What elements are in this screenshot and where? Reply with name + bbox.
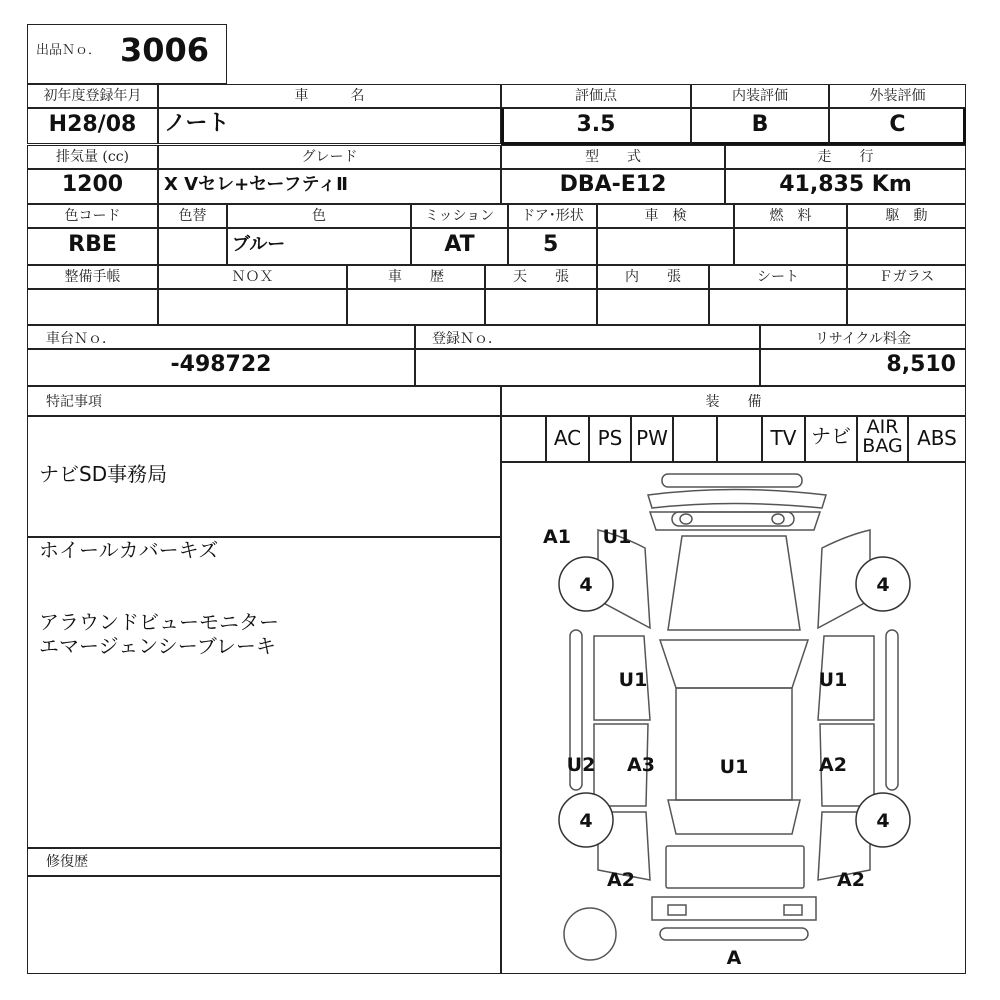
inspection-cell xyxy=(597,228,734,265)
color-code-label: 色コード xyxy=(64,208,121,224)
equip-navi: ナビ xyxy=(811,424,851,448)
mileage-value: 41,835 Km xyxy=(779,172,912,197)
seat-label: シート xyxy=(757,269,799,285)
chassis-value: -498722 xyxy=(170,352,272,377)
exterior-label: 外装評価 xyxy=(869,88,926,104)
repaint-label: 色替 xyxy=(178,208,207,224)
recycle-value: 8,510 xyxy=(886,352,956,377)
inspection-label: 車 検 xyxy=(644,208,687,224)
recycle-label: リサイクル料金 xyxy=(814,331,912,347)
score-label: 評価点 xyxy=(575,88,617,104)
doors-label: ドア･形状 xyxy=(521,208,584,224)
mark-left-rear-door: A3 xyxy=(627,754,655,776)
score-value: 3.5 xyxy=(576,112,616,137)
tire-fr-value: 4 xyxy=(876,574,890,596)
equip-tv: TV xyxy=(770,426,797,450)
tire-fl-value: 4 xyxy=(579,574,593,596)
color-label: 色 xyxy=(312,208,326,224)
tire-rl-value: 4 xyxy=(579,810,593,832)
notes-label: 特記事項 xyxy=(46,394,102,410)
headliner-label: 天 張 xyxy=(513,269,569,285)
equip-ps: PS xyxy=(597,426,623,450)
grade-value: X Vセレ+セーフティⅡ xyxy=(164,174,348,195)
drive-label: 駆 動 xyxy=(885,208,928,224)
interior-trim-cell xyxy=(597,289,709,325)
color-value: ブルー xyxy=(232,234,286,255)
mileage-label: 走 行 xyxy=(817,149,874,165)
displacement-label: 排気量 (cc) xyxy=(55,149,130,165)
lot-label: 出品Ｎｏ． xyxy=(36,43,102,58)
fuel-label: 燃 料 xyxy=(769,208,812,224)
history-label: 車 歴 xyxy=(388,269,444,285)
doors-value: 5 xyxy=(543,232,559,257)
mark-left-front-door: U1 xyxy=(618,669,648,691)
notes-line-1: ナビSD事務局 xyxy=(39,462,168,486)
car-name-label: 車 名 xyxy=(294,88,365,104)
headliner-cell xyxy=(485,289,597,325)
lot-number: 3006 xyxy=(120,31,210,69)
interior-value: B xyxy=(751,112,769,137)
first-reg-label: 初年度登録年月 xyxy=(43,88,142,104)
registration-label: 登録Ｎｏ． xyxy=(432,331,502,347)
color-code-value: RBE xyxy=(68,232,117,257)
interior-trim-label: 内 張 xyxy=(625,269,681,285)
registration-cell xyxy=(415,349,760,386)
equip-airbag: AIR BAG xyxy=(862,416,903,457)
history-cell xyxy=(347,289,485,325)
nox-cell xyxy=(158,289,347,325)
notes-block-2: ホイールカバーキズ アラウンドビューモニター エマージェンシーブレーキ xyxy=(39,538,279,658)
equip-abs: ABS xyxy=(917,426,957,450)
interior-label: 内装評価 xyxy=(732,88,788,104)
chassis-label: 車台Ｎｏ． xyxy=(46,331,116,347)
first-reg-value: H28/08 xyxy=(48,112,137,137)
car-diagram xyxy=(501,462,966,974)
model-label: 型 式 xyxy=(585,149,641,165)
model-value: DBA-E12 xyxy=(559,172,667,197)
equip-pw: PW xyxy=(636,426,668,450)
maintenance-cell xyxy=(27,289,158,325)
mark-right-front-door: U1 xyxy=(818,669,848,691)
equip-ac: AC xyxy=(553,426,582,450)
car-name-value: ノート xyxy=(164,111,230,136)
mark-roof: U1 xyxy=(719,756,749,778)
repair-label: 修復歴 xyxy=(46,854,88,870)
equip-cell-0 xyxy=(501,416,546,462)
mark-rear-left: A2 xyxy=(607,869,635,891)
tire-rr-value: 4 xyxy=(876,810,890,832)
repair-label-cell xyxy=(27,848,501,876)
mark-right-rear-door: A2 xyxy=(819,754,847,776)
exterior-value: C xyxy=(889,112,906,137)
mark-front-center: U1 xyxy=(602,526,632,548)
glass-cell xyxy=(847,289,966,325)
repair-cell xyxy=(27,876,501,974)
transmission-label: ミッション xyxy=(424,208,495,224)
seat-cell xyxy=(709,289,847,325)
transmission-value: AT xyxy=(444,232,475,257)
fuel-cell xyxy=(734,228,847,265)
nox-label: ＮＯＸ xyxy=(231,269,274,285)
equip-cell-4 xyxy=(673,416,717,462)
grade-label: グレード xyxy=(301,149,358,165)
displacement-value: 1200 xyxy=(61,172,124,197)
glass-label: Ｆガラス xyxy=(878,269,935,285)
mark-rear-right: A2 xyxy=(837,869,865,891)
drive-cell xyxy=(847,228,966,265)
mark-left-rear-side: U2 xyxy=(566,754,596,776)
repaint-cell xyxy=(158,228,227,265)
mark-rear-bumper: A xyxy=(726,947,742,969)
equipment-label: 装 備 xyxy=(705,394,762,410)
equip-cell-5 xyxy=(717,416,762,462)
maintenance-label: 整備手帳 xyxy=(64,269,121,285)
mark-front-left: A1 xyxy=(543,526,571,548)
